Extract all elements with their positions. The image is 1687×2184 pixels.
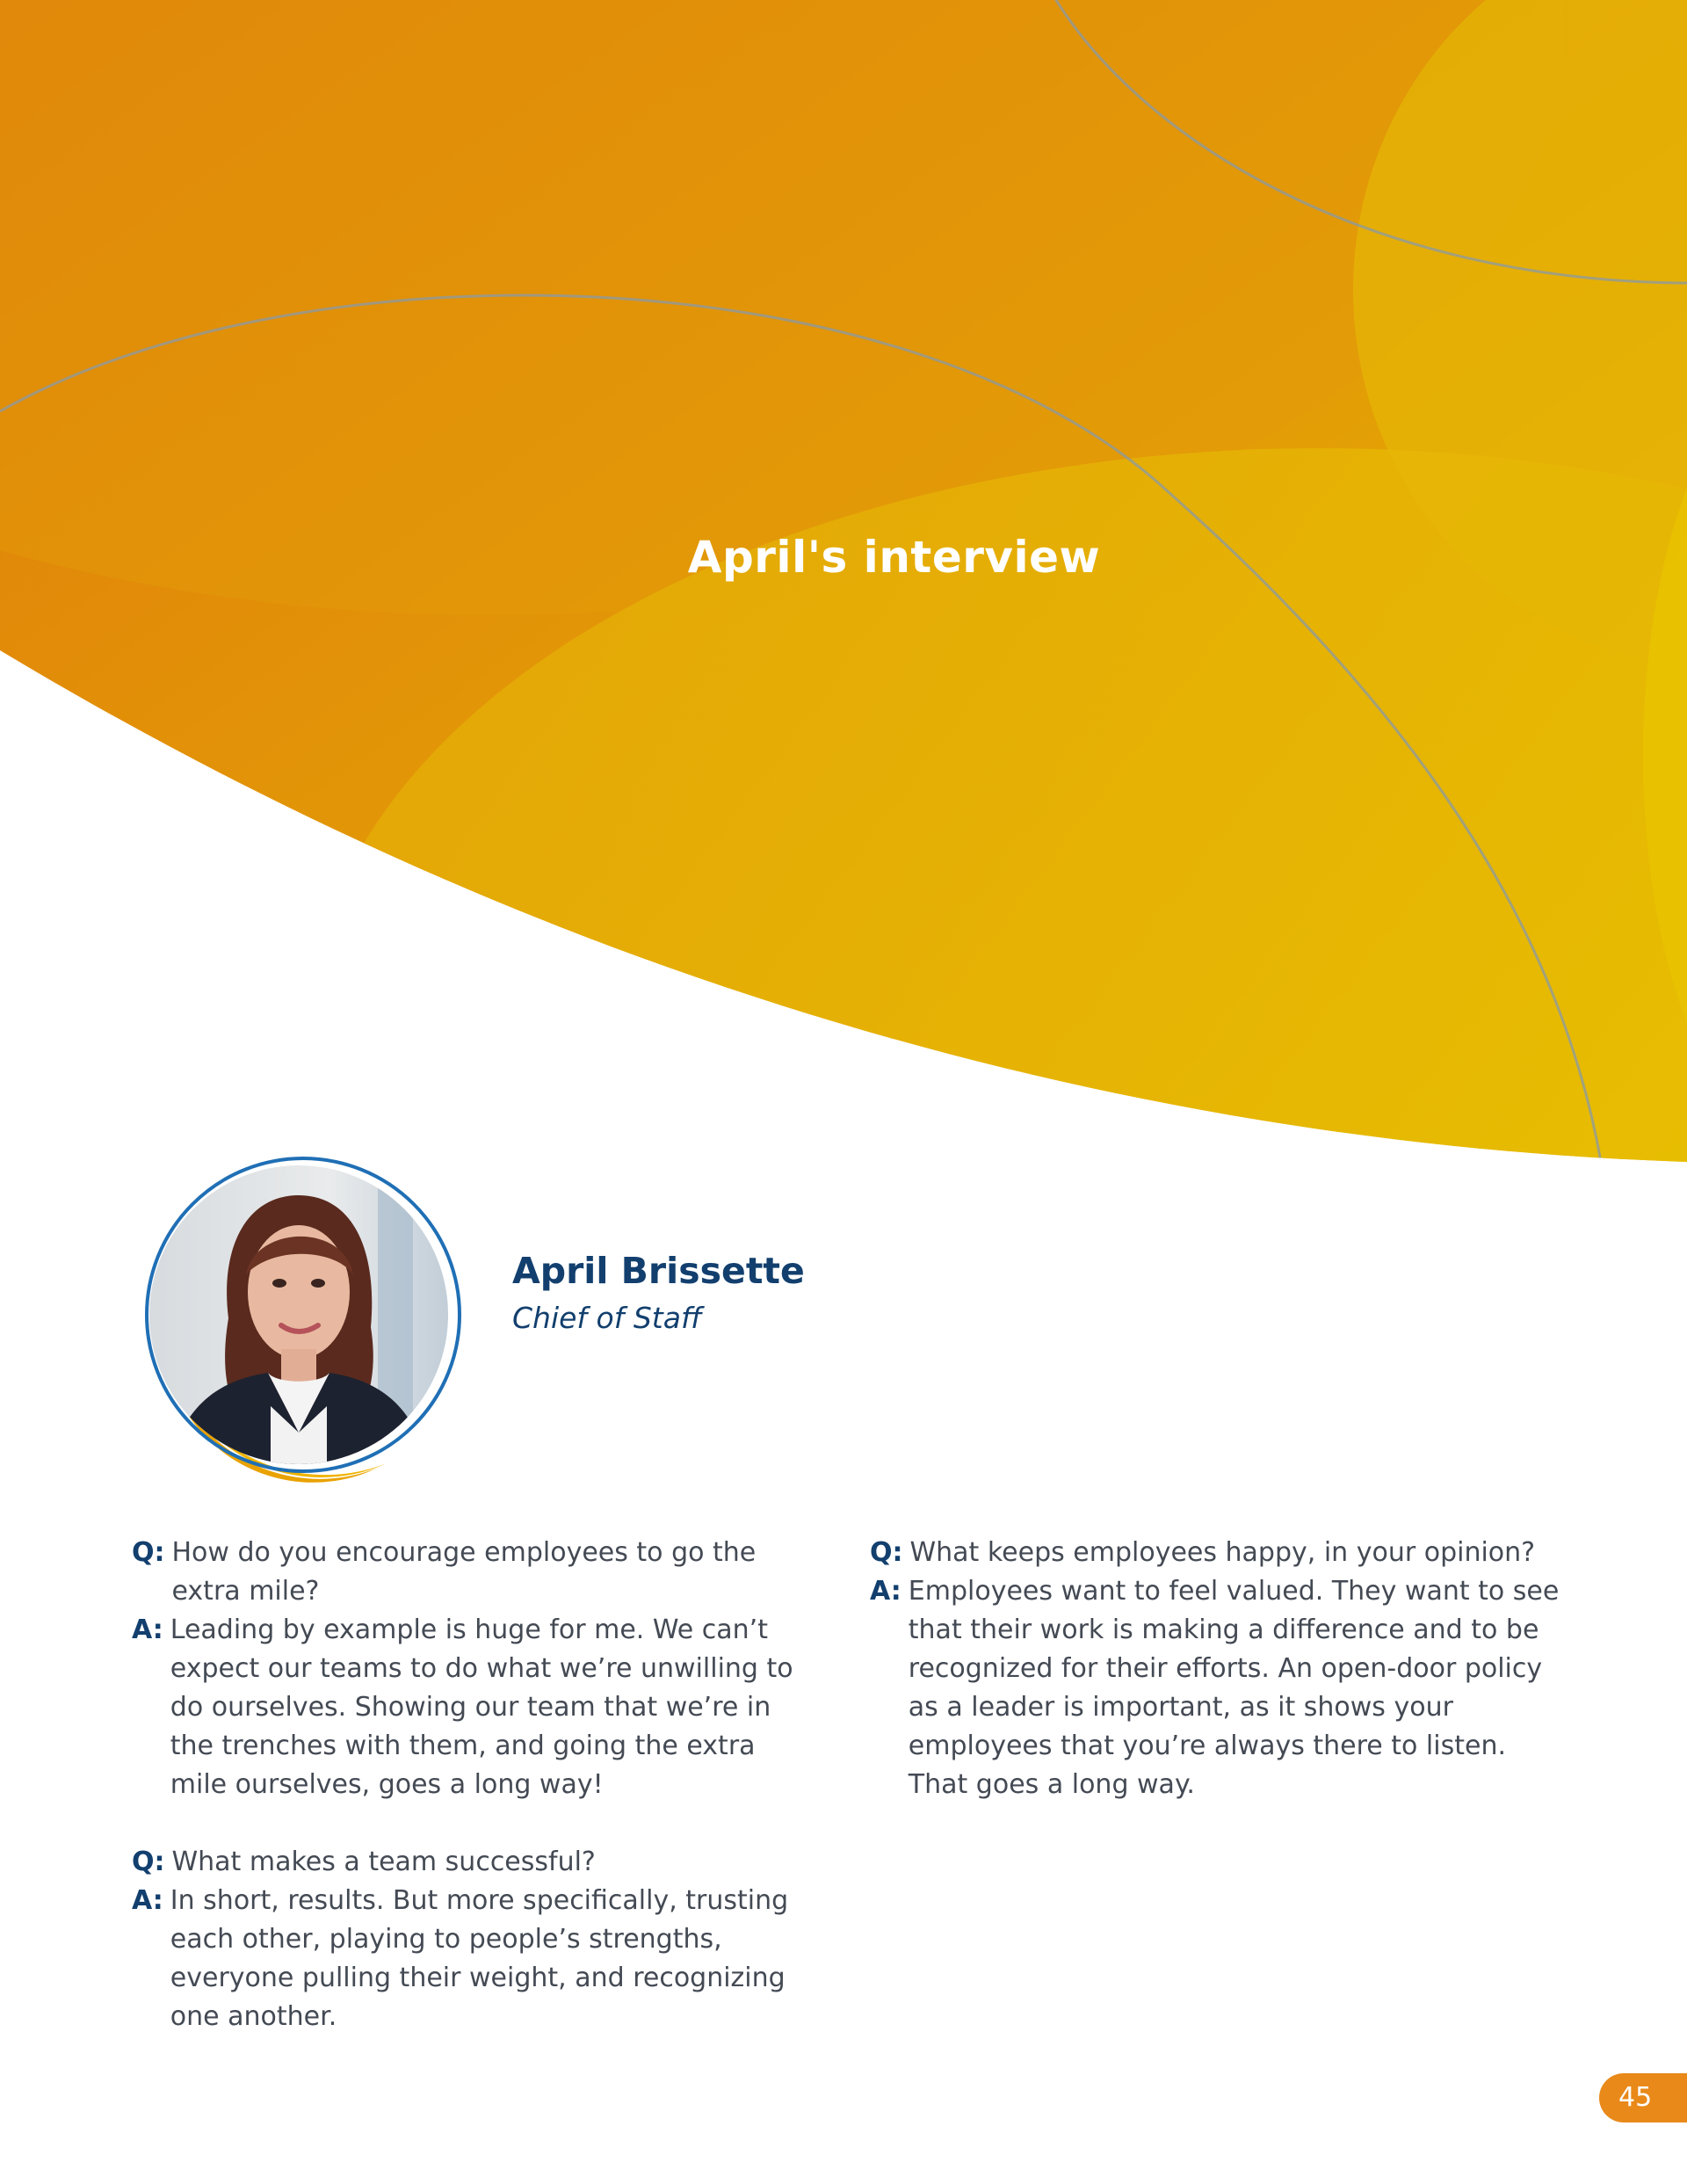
qa-item: [132, 1534, 817, 1804]
question-line: [132, 1534, 817, 1611]
qa-column-left: [132, 1534, 817, 2036]
answer-tag: A:: [132, 1614, 163, 1645]
page-title: April's interview: [687, 532, 1101, 583]
answer-line: [132, 1611, 817, 1804]
page-number-badge: 45: [1599, 2073, 1687, 2122]
question-line: [870, 1534, 1573, 1572]
qa-column-right: [870, 1534, 1573, 1804]
question-tag: Q:: [132, 1847, 165, 1877]
qa-item: [870, 1534, 1573, 1804]
answer-text: Employees want to feel valued. They want to see that their work is making a difference and to be recognized for their efforts. An open-door policy as a leader is important, as it shows your employees that you’re always there to listen. That goes a long way.: [908, 1576, 1560, 1800]
answer-line: [870, 1572, 1573, 1804]
person-role: Chief of Staff: [512, 1301, 702, 1335]
question-tag: Q:: [132, 1537, 165, 1568]
answer-text: Leading by example is huge for me. We can’t expect our teams to do what we’re unwilling to do ourselves. Showing our team that we’re in the trenches with them, and going the extra mile ourselves, goes a long way!: [170, 1614, 793, 1800]
qa-item: [132, 1843, 817, 2036]
answer-tag: A:: [870, 1576, 901, 1607]
answer-tag: A:: [132, 1885, 163, 1916]
question-text: What makes a team successful?: [171, 1847, 596, 1877]
answer-text: In short, results. But more specifically, trusting each other, playing to people’s strengths, everyone pulling their weight, and recognizing one another.: [170, 1885, 789, 2032]
person-name: April Brissette: [512, 1250, 805, 1292]
question-text: How do you encourage employees to go the extra mile?: [171, 1537, 757, 1607]
question-line: [132, 1843, 817, 1882]
answer-line: [132, 1882, 817, 2036]
portrait-photo: [114, 1143, 474, 1485]
question-tag: Q:: [870, 1537, 903, 1568]
question-text: What keeps employees happy, in your opinion?: [909, 1537, 1536, 1568]
